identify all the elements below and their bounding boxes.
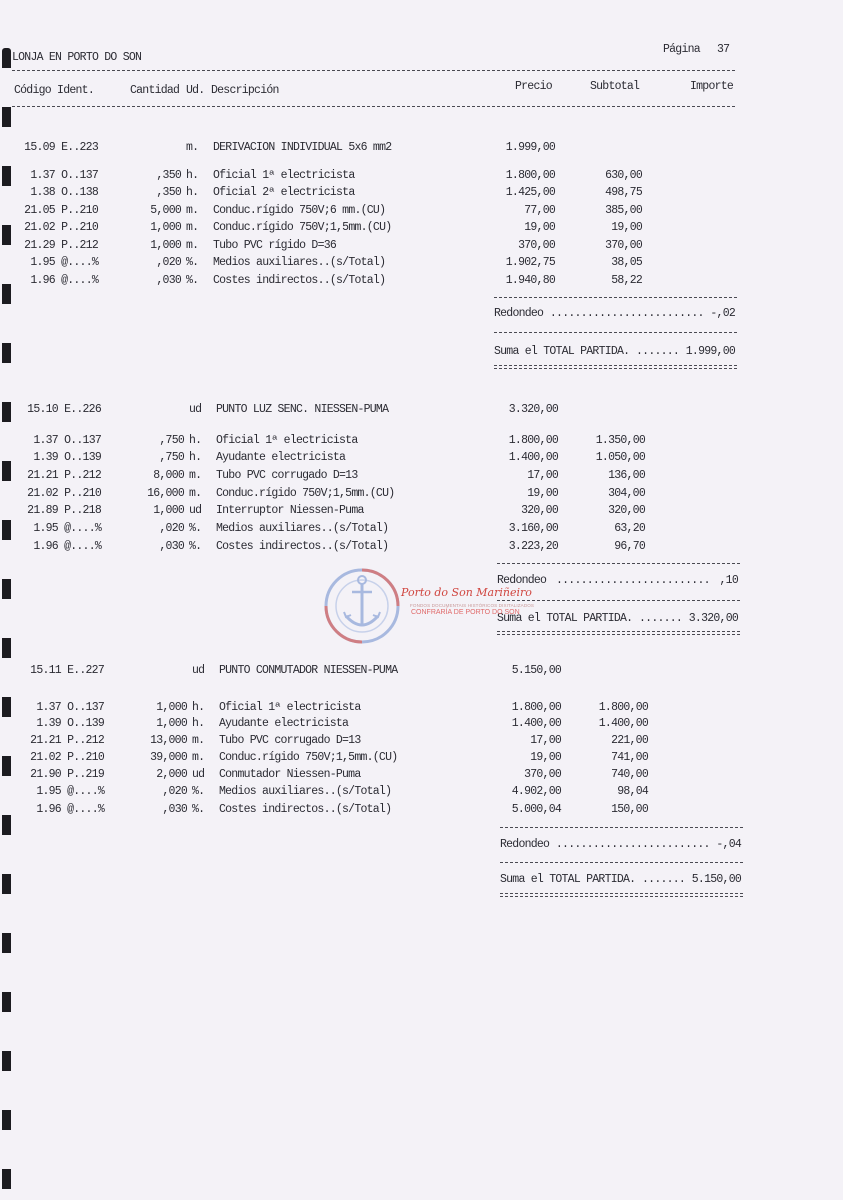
redondeo-label: Redondeo [497, 574, 547, 587]
line-descripcion: Medios auxiliares..(s/Total) [213, 256, 386, 269]
line-ud: %. [186, 274, 199, 287]
redondeo-leader: ......................... [555, 574, 710, 587]
redondeo-value: -,02 [710, 307, 735, 320]
line-item [6, 803, 766, 817]
line-subtotal: 304,00 [608, 487, 645, 500]
line-item [0, 186, 760, 200]
line-descripcion: Ayudante electricista [219, 717, 349, 730]
line-codigo: 1.95 @....% [36, 785, 104, 798]
line-item [0, 221, 760, 235]
col-header-descripcion: Descripción [211, 84, 279, 97]
line-subtotal: 38,05 [611, 256, 642, 269]
line-descripcion: Tubo PVC rígido D=36 [213, 239, 337, 252]
col-header-importe: Importe [690, 80, 734, 93]
line-descripcion: Oficial 2ª electricista [213, 186, 355, 199]
line-item [6, 785, 766, 799]
line-ud: m. [189, 469, 202, 482]
partida-ud: ud [192, 664, 205, 677]
line-subtotal: 58,22 [611, 274, 642, 287]
line-cantidad: 39,000 [150, 751, 187, 764]
total-label: Suma el TOTAL PARTIDA. [500, 873, 636, 886]
total-value: 5.150,00 [691, 873, 741, 886]
line-cantidad: ,020 [156, 256, 181, 269]
col-header-ud: Ud. [186, 84, 205, 97]
line-precio: 1.800,00 [505, 169, 555, 182]
total-value: 3.320,00 [688, 612, 738, 625]
partida-precio: 5.150,00 [511, 664, 561, 677]
line-descripcion: Costes indirectos..(s/Total) [213, 274, 386, 287]
partida-precio: 3.320,00 [508, 403, 558, 416]
total-partida-line [500, 873, 741, 887]
line-subtotal: 136,00 [608, 469, 645, 482]
total-label: Suma el TOTAL PARTIDA. [494, 345, 630, 358]
line-codigo: 1.96 @....% [36, 803, 104, 816]
line-precio: 1.400,00 [508, 451, 558, 464]
line-codigo: 1.38 O..138 [30, 186, 98, 199]
line-subtotal: 221,00 [611, 734, 648, 747]
line-codigo: 21.02 P..210 [27, 487, 101, 500]
line-precio: 1.400,00 [511, 717, 561, 730]
line-cantidad: 5,000 [150, 204, 181, 217]
line-ud: %. [189, 540, 202, 553]
total-value: 1.999,00 [685, 345, 735, 358]
partida-codigo: 15.11 E..227 [30, 664, 104, 677]
line-descripcion: Interruptor Niessen-Puma [216, 504, 364, 517]
line-ud: m. [189, 487, 202, 500]
line-descripcion: Medios auxiliares..(s/Total) [216, 522, 389, 535]
line-subtotal: 385,00 [605, 204, 642, 217]
line-precio: 3.160,00 [508, 522, 558, 535]
line-item [0, 169, 760, 183]
line-descripcion: Conduc.rígido 750V;1,5mm.(CU) [219, 751, 398, 764]
redondeo-line [500, 838, 741, 852]
total-rule [494, 332, 737, 333]
watermark-brand: Porto do Son Mariñeiro [401, 586, 532, 599]
line-cantidad: ,750 [159, 451, 184, 464]
line-codigo: 1.37 O..137 [30, 169, 98, 182]
line-item [6, 717, 766, 731]
line-precio: 17,00 [530, 734, 561, 747]
line-ud: h. [189, 451, 202, 464]
line-cantidad: ,020 [159, 522, 184, 535]
redondeo-line [497, 574, 738, 588]
line-precio: 1.800,00 [511, 701, 561, 714]
partida-header [0, 141, 760, 155]
line-precio: 1.425,00 [505, 186, 555, 199]
watermark-org: CONFRARÍA DE PORTO DO SON [411, 609, 520, 616]
line-descripcion: Medios auxiliares..(s/Total) [219, 785, 392, 798]
total-partida-line [497, 612, 738, 626]
col-header-cantidad: Cantidad [130, 84, 180, 97]
line-precio: 1.902,75 [505, 256, 555, 269]
line-ud: m. [186, 204, 199, 217]
line-ud: h. [192, 717, 205, 730]
line-codigo: 1.96 @....% [30, 274, 98, 287]
line-cantidad: ,750 [159, 434, 184, 447]
archive-seal-logo [322, 566, 402, 646]
line-subtotal: 19,00 [611, 221, 642, 234]
line-precio: 17,00 [527, 469, 558, 482]
partida-ud: ud [189, 403, 202, 416]
double-rule [494, 365, 737, 369]
partida-header [6, 664, 766, 678]
partida-codigo: 15.09 E..223 [24, 141, 98, 154]
line-item [3, 540, 763, 554]
line-precio: 19,00 [530, 751, 561, 764]
line-cantidad: 1,000 [153, 504, 184, 517]
line-codigo: 1.96 @....% [33, 540, 101, 553]
line-descripcion: Oficial 1ª electricista [219, 701, 361, 714]
line-item [0, 239, 760, 253]
redondeo-leader: ......................... [555, 838, 710, 851]
line-ud: h. [192, 701, 205, 714]
line-item [6, 734, 766, 748]
page-label: Página [663, 43, 700, 56]
line-codigo: 1.95 @....% [33, 522, 101, 535]
line-subtotal: 63,20 [614, 522, 645, 535]
line-subtotal: 498,75 [605, 186, 642, 199]
line-descripcion: Oficial 1ª electricista [216, 434, 358, 447]
double-rule [497, 631, 740, 635]
total-rule [497, 600, 740, 601]
subtotal-rule [497, 563, 740, 564]
line-cantidad: ,030 [156, 274, 181, 287]
line-subtotal: 740,00 [611, 768, 648, 781]
line-ud: m. [186, 221, 199, 234]
line-codigo: 1.39 O..139 [36, 717, 104, 730]
line-subtotal: 150,00 [611, 803, 648, 816]
line-precio: 4.902,00 [511, 785, 561, 798]
total-label: Suma el TOTAL PARTIDA. [497, 612, 633, 625]
line-codigo: 21.21 P..212 [30, 734, 104, 747]
line-ud: ud [189, 504, 202, 517]
line-codigo: 1.39 O..139 [33, 451, 101, 464]
line-ud: %. [186, 256, 199, 269]
line-codigo: 1.37 O..137 [36, 701, 104, 714]
line-codigo: 1.37 O..137 [33, 434, 101, 447]
partida-ud: m. [186, 141, 199, 154]
line-item [3, 451, 763, 465]
line-precio: 3.223,20 [508, 540, 558, 553]
line-ud: h. [189, 434, 202, 447]
col-header-subtotal: Subtotal [590, 80, 640, 93]
header-rule-top [12, 70, 735, 71]
line-codigo: 21.29 P..212 [24, 239, 98, 252]
line-descripcion: Conduc.rígido 750V;6 mm.(CU) [213, 204, 386, 217]
line-subtotal: 98,04 [617, 785, 648, 798]
line-item [0, 274, 760, 288]
partida-descripcion: PUNTO LUZ SENC. NIESSEN-PUMA [216, 403, 389, 416]
line-descripcion: Tubo PVC corrugado D=13 [219, 734, 361, 747]
header-rule-bottom [12, 106, 735, 107]
line-codigo: 21.89 P..218 [27, 504, 101, 517]
line-item [3, 434, 763, 448]
line-cantidad: 1,000 [150, 221, 181, 234]
line-ud: ud [192, 768, 205, 781]
line-precio: 370,00 [524, 768, 561, 781]
col-header-precio: Precio [515, 80, 552, 93]
double-rule [500, 893, 743, 897]
line-ud: m. [192, 751, 205, 764]
line-codigo: 21.90 P..219 [30, 768, 104, 781]
line-cantidad: 13,000 [150, 734, 187, 747]
redondeo-line [494, 307, 735, 321]
line-cantidad: ,350 [156, 186, 181, 199]
line-cantidad: 8,000 [153, 469, 184, 482]
line-item [0, 256, 760, 270]
line-codigo: 21.21 P..212 [27, 469, 101, 482]
line-codigo: 21.02 P..210 [30, 751, 104, 764]
line-cantidad: ,350 [156, 169, 181, 182]
line-descripcion: Ayudante electricista [216, 451, 346, 464]
line-ud: h. [186, 186, 199, 199]
line-ud: %. [189, 522, 202, 535]
line-descripcion: Costes indirectos..(s/Total) [219, 803, 392, 816]
total-leader: ....... [636, 345, 680, 358]
partida-precio: 1.999,00 [505, 141, 555, 154]
subtotal-rule [494, 297, 737, 298]
redondeo-leader: ......................... [549, 307, 704, 320]
total-leader: ....... [642, 873, 686, 886]
line-subtotal: 370,00 [605, 239, 642, 252]
line-ud: %. [192, 803, 205, 816]
line-precio: 77,00 [524, 204, 555, 217]
line-descripcion: Conduc.rígido 750V;1,5mm.(CU) [216, 487, 395, 500]
line-subtotal: 1.350,00 [595, 434, 645, 447]
line-item [3, 487, 763, 501]
line-precio: 1.940,80 [505, 274, 555, 287]
line-subtotal: 1.050,00 [595, 451, 645, 464]
line-subtotal: 1.800,00 [598, 701, 648, 714]
partida-block [6, 664, 766, 914]
line-descripcion: Conduc.rígido 750V;1,5mm.(CU) [213, 221, 392, 234]
line-ud: h. [186, 169, 199, 182]
redondeo-value: ,10 [719, 574, 738, 587]
line-descripcion: Conmutador Niessen-Puma [219, 768, 361, 781]
redondeo-label: Redondeo [494, 307, 544, 320]
line-subtotal: 96,70 [614, 540, 645, 553]
line-ud: m. [186, 239, 199, 252]
partida-header [3, 403, 763, 417]
line-item [6, 768, 766, 782]
line-item [0, 204, 760, 218]
line-cantidad: ,030 [159, 540, 184, 553]
line-subtotal: 630,00 [605, 169, 642, 182]
total-rule [500, 862, 743, 863]
line-codigo: 21.02 P..210 [24, 221, 98, 234]
line-cantidad: ,030 [162, 803, 187, 816]
line-precio: 19,00 [527, 487, 558, 500]
line-cantidad: 1,000 [156, 701, 187, 714]
partida-descripcion: PUNTO CONMUTADOR NIESSEN-PUMA [219, 664, 398, 677]
total-leader: ....... [639, 612, 683, 625]
line-ud: m. [192, 734, 205, 747]
line-subtotal: 1.400,00 [598, 717, 648, 730]
line-descripcion: Oficial 1ª electricista [213, 169, 355, 182]
document-title: LONJA EN PORTO DO SON [12, 51, 142, 64]
line-item [6, 751, 766, 765]
total-partida-line [494, 345, 735, 359]
line-codigo: 1.95 @....% [30, 256, 98, 269]
line-cantidad: 2,000 [156, 768, 187, 781]
line-precio: 1.800,00 [508, 434, 558, 447]
line-item [6, 701, 766, 715]
redondeo-value: -,04 [716, 838, 741, 851]
subtotal-rule [500, 827, 743, 828]
page-number: 37 [717, 43, 730, 56]
partida-codigo: 15.10 E..226 [27, 403, 101, 416]
line-descripcion: Tubo PVC corrugado D=13 [216, 469, 358, 482]
line-cantidad: 16,000 [147, 487, 184, 500]
partida-block [0, 141, 760, 391]
line-item [3, 504, 763, 518]
partida-descripcion: DERIVACION INDIVIDUAL 5x6 mm2 [213, 141, 392, 154]
watermark-tagline: FONDOS DOCUMENTAIS HISTÓRICOS DIXITALIZADOS [410, 603, 535, 608]
line-precio: 19,00 [524, 221, 555, 234]
line-subtotal: 741,00 [611, 751, 648, 764]
line-cantidad: 1,000 [150, 239, 181, 252]
line-codigo: 21.05 P..210 [24, 204, 98, 217]
line-cantidad: ,020 [162, 785, 187, 798]
line-item [3, 469, 763, 483]
line-cantidad: 1,000 [156, 717, 187, 730]
line-descripcion: Costes indirectos..(s/Total) [216, 540, 389, 553]
redondeo-label: Redondeo [500, 838, 550, 851]
line-item [3, 522, 763, 536]
line-precio: 370,00 [518, 239, 555, 252]
col-header-codigo: Código Ident. [14, 84, 94, 97]
line-subtotal: 320,00 [608, 504, 645, 517]
line-precio: 5.000,04 [511, 803, 561, 816]
line-precio: 320,00 [521, 504, 558, 517]
line-ud: %. [192, 785, 205, 798]
